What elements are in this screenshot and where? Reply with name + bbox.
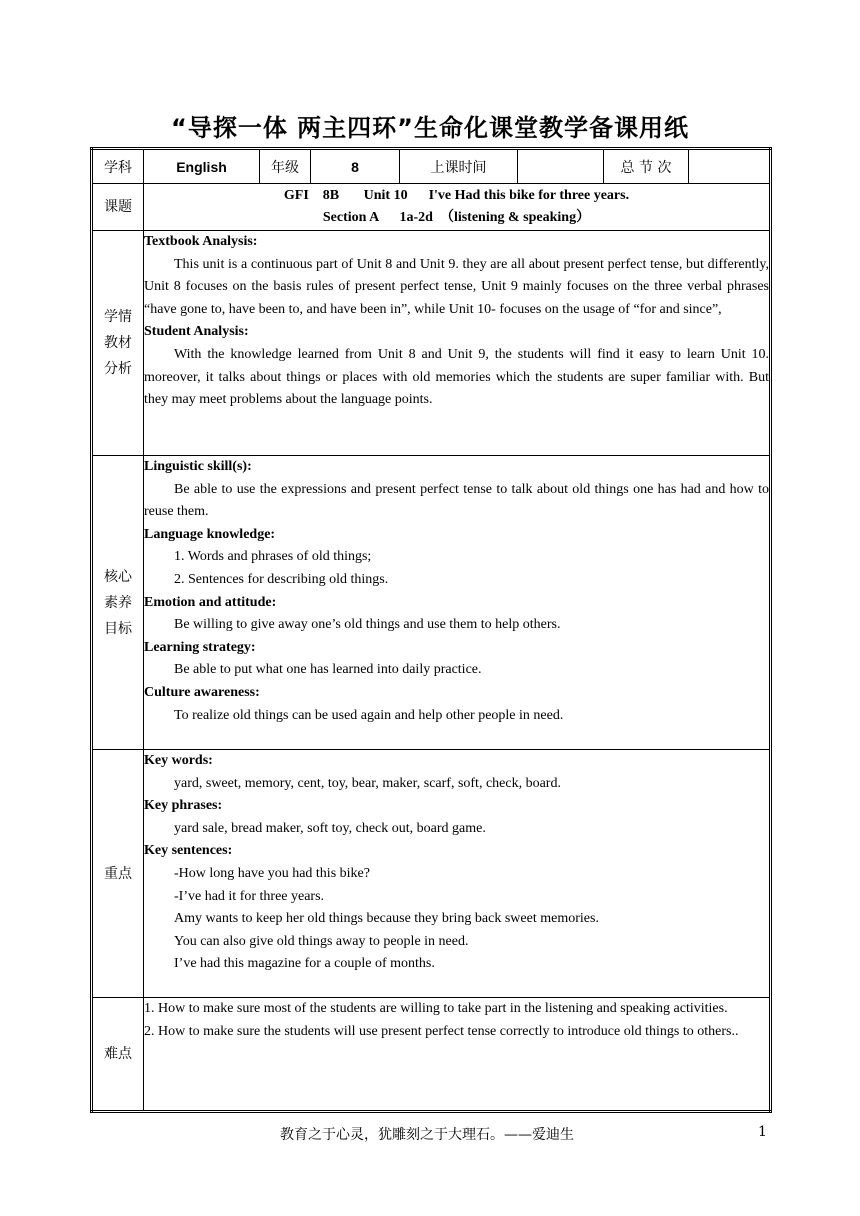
knowledge-item: 1. Words and phrases of old things; [174,549,372,565]
knowledge-item: 2. Sentences for describing old things. [174,571,389,587]
goals-label-line: 核心 [104,568,132,585]
key-words-heading: Key words: [144,753,213,768]
culture-heading: Culture awareness: [144,684,260,700]
topic-row [92,184,771,231]
lesson-plan-table [90,147,772,1113]
difficulty-item: 1. How to make sure most of the students are willing to take part in the listening and speaking activities. [144,1001,728,1016]
footer-quote: 教育之于心灵，犹雕刻之于大理石。——爱迪生 [280,1127,574,1143]
time-label: 上课时间 [400,149,518,184]
key-sentences-heading: Key sentences: [144,843,233,859]
analysis-label-line: 教材 [104,335,132,351]
knowledge-heading: Language knowledge: [144,526,276,542]
period-label: 总 节 次 [604,149,689,184]
difficulties-label: 难点 [92,998,144,1112]
linguistic-heading: Linguistic skill(s): [144,459,252,474]
goals-label [92,456,144,750]
textbook-heading: Textbook Analysis: [144,234,258,249]
analysis-content [144,231,771,456]
key-sentence: -How long have you had this bike? [174,865,370,881]
key-words-text: yard, sweet, memory, cent, toy, bear, maker, scarf, soft, check, board. [174,775,561,791]
page-number: 1 [758,1124,767,1140]
page-footer [0,1124,860,1148]
topic-line-2: Section A 1a-2d （listening & speaking） [322,210,591,225]
difficulties-row [92,998,771,1112]
strategy-heading: Learning strategy: [144,639,256,655]
goals-content [144,456,771,750]
key-phrases-heading: Key phrases: [144,798,223,814]
grade-value: 8 [311,149,400,184]
key-sentence: -I’ve had it for three years. [174,888,325,904]
subject-value: English [144,149,260,184]
culture-text: To realize old things can be used again and help other people in need. [174,707,564,723]
difficulties-content [144,998,771,1112]
topic-label: 课题 [92,184,144,231]
goals-label-line: 目标 [104,620,132,637]
period-value [689,149,771,184]
student-heading: Student Analysis: [144,324,249,340]
analysis-label [92,231,144,456]
emotion-heading: Emotion and attitude: [144,594,277,610]
emotion-text: Be willing to give away one’s old things and use them to help others. [174,617,561,633]
time-value [518,149,604,184]
difficulty-item: 2. How to make sure the students will use present perfect tense correctly to introduce old things to others.. [144,1023,739,1039]
topic-cell [144,184,771,231]
subject-label: 学科 [92,149,144,184]
goals-row [92,456,771,750]
grade-label: 年级 [260,149,311,184]
key-phrases-text: yard sale, bread maker, soft toy, check out, board game. [174,820,486,836]
key-points-content [144,750,771,998]
key-points-label: 重点 [92,750,144,998]
header-row [92,149,771,184]
key-sentence: You can also give old things away to people in need. [174,933,469,949]
topic-line-1: GFI 8B Unit 10 I've Had this bike for three years. [283,188,630,203]
analysis-label-line: 学情 [104,309,132,325]
textbook-text: This unit is a continuous part of Unit 8 and Unit 9. they are all about present perfect tense, but differently, Unit 8 focuses on the basis rules of present perfect tense, Unit 9 mainly focuses on the three verbal phrases “have gone to, have been to, and have been in”, while Unit 10- focuses on the usage of “for and since”, [144,256,769,317]
key-sentence: Amy wants to keep her old things because they bring back sweet memories. [174,911,599,927]
linguistic-text: Be able to use the expressions and present perfect tense to talk about old things one has had and how to reuse them. [144,481,769,520]
student-text: With the knowledge learned from Unit 8 and Unit 9, the students will find it easy to learn Unit 10. moreover, it talks about things or places with old memories which the students are super familiar with. But they may meet problems about the language points. [144,346,769,408]
analysis-row [92,231,771,456]
goals-label-line: 素养 [104,594,132,611]
page-title: “导探一体 两主四环”生命化课堂教学备课用纸 [171,114,689,142]
strategy-text: Be able to put what one has learned into daily practice. [174,662,482,678]
key-points-row [92,750,771,998]
analysis-label-line: 分析 [104,361,132,377]
key-sentence: I’ve had this magazine for a couple of months. [174,956,435,972]
